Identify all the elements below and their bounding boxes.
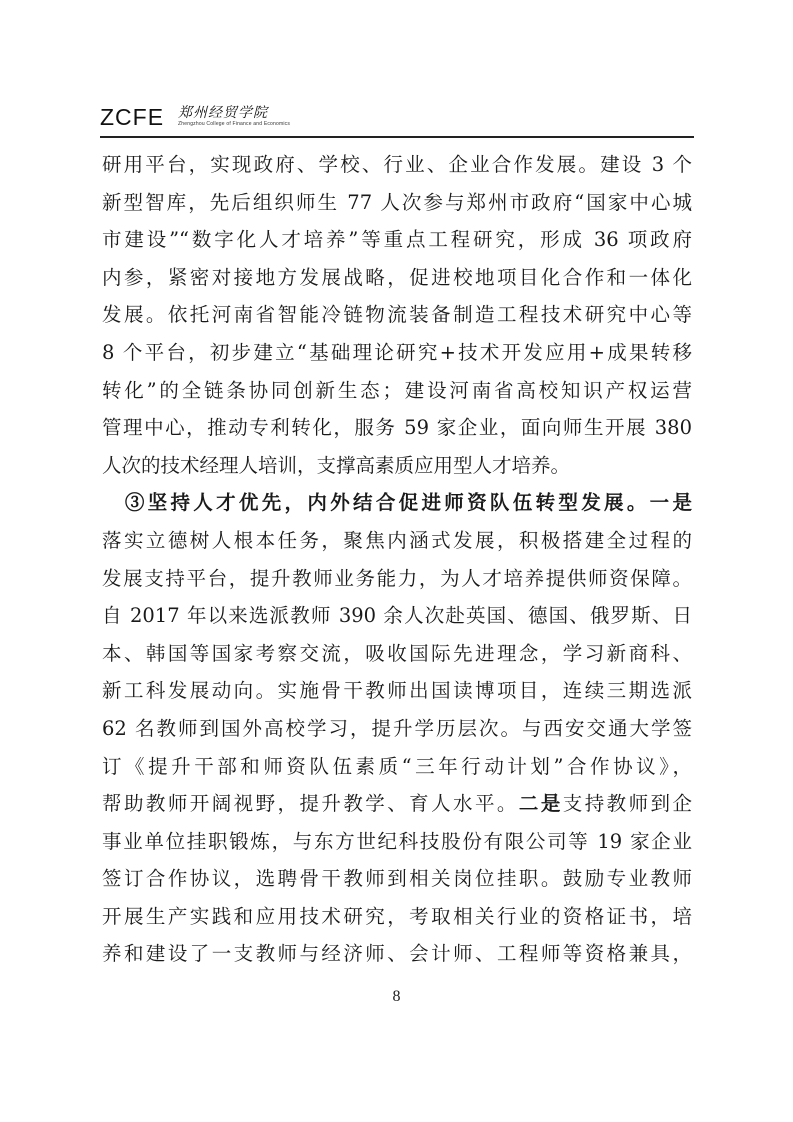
bold-text-run: ③坚持人才优先，内外结合促进师资队伍转型发展。一是 — [102, 491, 692, 515]
text-run: 62 名教师到国外高校学习，提升学历层次。与西安交通大学签 — [102, 716, 692, 740]
text-run: 支持教师到企 — [562, 792, 692, 816]
text-line — [102, 334, 692, 372]
bold-text-run: 二是 — [518, 792, 563, 816]
text-run: 落实立德树人根本任务，聚焦内涵式发展，积极搭建全过程的 — [102, 528, 692, 552]
text-line — [102, 935, 692, 973]
text-run: 发展支持平台，提升教师业务能力，为人才培养提供师资保障。 — [102, 566, 692, 590]
text-run: 转化”的全链条协同创新生态；建设河南省高校知识产权运营 — [102, 378, 692, 402]
text-line — [102, 372, 692, 410]
text-run: 研用平台，实现政府、学校、行业、企业合作发展。建设 3 个 — [102, 153, 692, 176]
college-logo-mark: ZCFE — [100, 104, 165, 130]
text-run: 人次的技术经理人培训，支撑高素质应用型人才培养。 — [102, 453, 571, 477]
document-body — [102, 146, 692, 973]
text-line — [102, 221, 692, 259]
text-line — [102, 710, 692, 748]
text-run: 管理中心，推动专利转化，服务 59 家企业，面向师生开展 380 — [102, 416, 692, 440]
text-line — [102, 823, 692, 861]
text-line — [102, 146, 692, 184]
text-line — [102, 447, 692, 485]
text-run: 发展。依托河南省智能冷链物流装备制造工程技术研究中心等 — [102, 303, 692, 327]
text-run: 事业单位挂职锻炼，与东方世纪科技股份有限公司等 19 家企业 — [102, 829, 692, 853]
text-run: 8 个平台，初步建立“基础理论研究+技术开发应用+成果转移 — [102, 340, 692, 364]
college-logo-chinese-name: 郑州经贸学院 — [178, 105, 268, 121]
text-line — [102, 522, 692, 560]
page-number: 8 — [392, 988, 401, 1005]
text-line — [102, 597, 692, 635]
text-line — [102, 259, 692, 297]
text-line — [102, 898, 692, 936]
page-header — [100, 102, 700, 136]
text-line — [102, 484, 692, 522]
text-run: 帮助教师开阔视野，提升教学、育人水平。 — [102, 792, 519, 816]
text-run: 订《提升干部和师资队伍素质“三年行动计划”合作协议》， — [102, 754, 692, 778]
text-line — [102, 409, 692, 447]
text-line — [102, 184, 692, 222]
college-logo-english-name: Zhengzhou College of Finance and Economics — [178, 121, 291, 127]
text-run: 本、韩国等国家考察交流，吸收国际先进理念，学习新商科、 — [102, 641, 692, 665]
text-run: 签订合作协议，选聘骨干教师到相关岗位挂职。鼓励专业教师 — [102, 867, 692, 891]
text-run: 开展生产实践和应用技术研究，考取相关行业的资格证书，培 — [102, 904, 692, 928]
text-line — [102, 635, 692, 673]
text-line — [102, 748, 692, 786]
text-run: 自 2017 年以来选派教师 390 余人次赴英国、德国、俄罗斯、日 — [102, 604, 692, 628]
text-run: 新工科发展动向。实施骨干教师出国读博项目，连续三期选派 — [102, 679, 692, 703]
text-line — [102, 785, 692, 823]
header-divider — [100, 136, 694, 138]
text-run: 市建设”“数字化人才培养”等重点工程研究，形成 36 项政府 — [102, 228, 692, 252]
text-line — [102, 296, 692, 334]
text-run: 新型智库，先后组织师生 77 人次参与郑州市政府“国家中心城 — [102, 190, 692, 214]
text-line — [102, 860, 692, 898]
text-line — [102, 560, 692, 598]
text-run: 内参，紧密对接地方发展战略，促进校地项目化合作和一体化 — [102, 265, 692, 289]
text-run: 养和建设了一支教师与经济师、会计师、工程师等资格兼具， — [102, 942, 692, 966]
text-line — [102, 672, 692, 710]
